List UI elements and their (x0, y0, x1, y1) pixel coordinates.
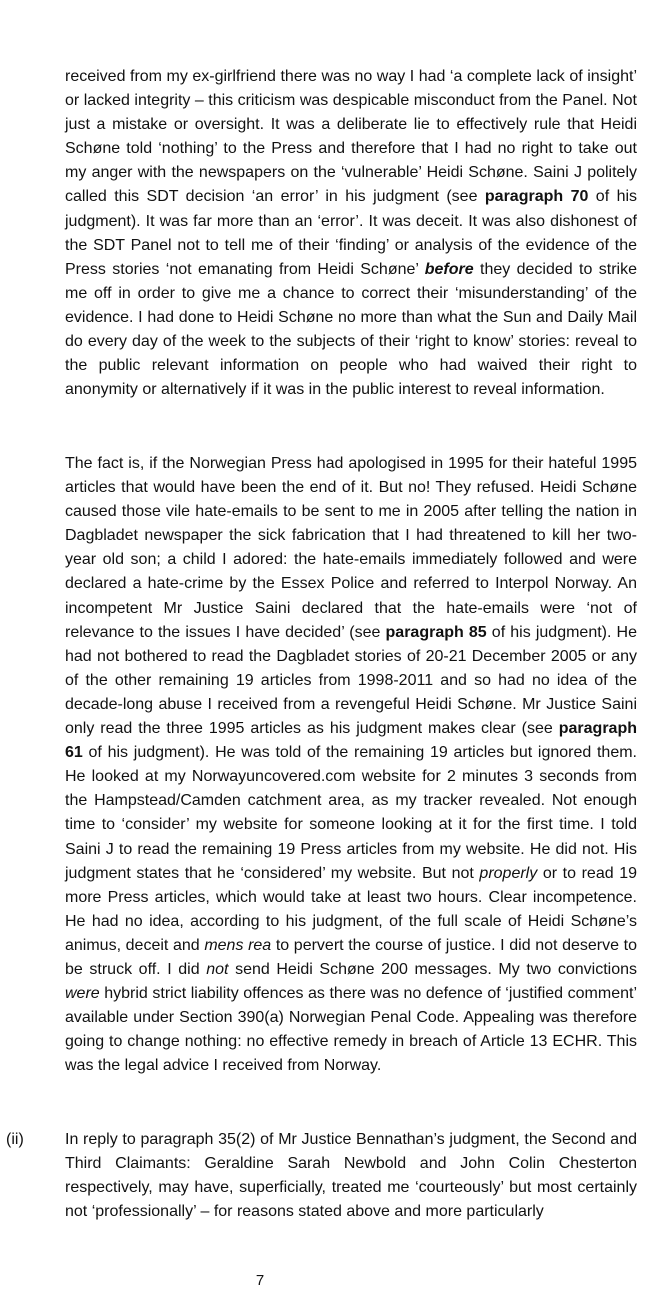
text-run: were (65, 985, 100, 1003)
text-run: received from my ex-girlfriend there was no way I had ‘a complete lack of insight’ or lacked integrity – this criticism was despicable misconduct from the Panel. Not just a mistake or oversight. It was a deliberate lie to effectively rule that Heidi Schøne told ‘nothing’ to the Press and therefore that I had no right to take out my anger with the newspapers on the ‘vulnerable’ Heidi Schøne. Saini J politely called this SDT decision ‘an error’ in his judgment (see (65, 68, 637, 206)
text-run: or to read 19 more Press articles, which would take at least two hours. Clear incompetence. He had no idea, according to his judgment, of the full scale of Heidi Schøne’s animus, deceit and (65, 864, 638, 954)
body-paragraph-1 (65, 65, 637, 402)
text-run: to pervert the course of justice. I did not deserve to be struck off. I did (65, 936, 638, 978)
text-run: mens rea (204, 936, 272, 954)
text-run: paragraph 70 (484, 188, 589, 206)
body-paragraph-2 (65, 452, 637, 1078)
text-run: not (206, 960, 229, 978)
body-paragraph-3 (65, 1128, 637, 1224)
text-run: paragraph 61 (65, 720, 637, 762)
text-run: send Heidi Schøne 200 messages. My two convictions (228, 960, 638, 978)
text-run: hybrid strict liability offences as there was no defence of ‘justified comment’ available under Section 390(a) Norwegian Penal Code. Appealing was therefore going to change nothing: no effective remedy in breach of Article 13 ECHR. This was the legal advice I received from Norway. (65, 985, 637, 1075)
list-marker-ii: (ii) (6, 1131, 24, 1148)
text-run: In reply to paragraph 35(2) of Mr Justice Bennathan’s judgment, the Second and Third Claimants: Geraldine Sarah Newbold and John Colin Chesterton respectively, may have, superficially, treated me ‘courteously’ but most certainly not ‘professionally’ – for reasons stated above and more particularly (65, 1131, 637, 1221)
page-number: 7 (255, 1272, 265, 1289)
text-run: of his judgment). It was far more than an ‘error’. It was deceit. It was also dishonest of the SDT Panel not to tell me of their ‘finding’ or analysis of the evidence of the Press stories ‘not emanating from Heidi Schøne’ (65, 188, 638, 278)
text-run: of his judgment). He was told of the remaining 19 articles but ignored them. He looked at my Norwayuncovered.com website for 2 minutes 3 seconds from the Hampstead/Camden catchment area, as my tracker revealed. Not enough time to ‘consider’ my website for someone looking at it for the first time. I told Saini J to read the remaining 19 Press articles from my website. He did not. His judgment states that he ‘considered’ my website. But not (65, 744, 637, 882)
text-run: they decided to strike me off in order to give me a chance to correct their ‘misunderstanding’ of the evidence. I had done to Heidi Schøne no more than what the Sun and Daily Mail do every day of the week to the subjects of their ‘right to know’ stories: reveal to the public relevant information on people who had waived their right to anonymity or alternatively if it was in the public interest to reveal information. (65, 260, 638, 399)
text-run: of his judgment). He had not bothered to read the Dagbladet stories of 20-21 December 2005 or any of the other remaining 19 articles from 1998-2011 and so had no idea of the decade-long abuse I received from a revengeful Heidi Schøne. Mr Justice Saini only read the three 1995 articles as his judgment makes clear (see (65, 623, 637, 738)
text-run: The fact is, if the Norwegian Press had apologised in 1995 for their hateful 1995 articles that would have been the end of it. But no! They refused. Heidi Schøne caused those vile hate-emails to be sent to me in 2005 after telling the nation in Dagbladet newspaper the sick fabrication that I had threatened to kill her two-year old son; a child I adored: the hate-emails immediately followed and were declared a hate-crime by the Essex Police and referred to Interpol Norway. An incompetent Mr Justice Saini declared that the hate-emails were ‘not of relevance to the issues I have decided’ (see (65, 455, 637, 641)
text-run: before (424, 260, 474, 278)
text-run: paragraph 85 (385, 623, 487, 641)
text-run: properly (479, 864, 538, 882)
